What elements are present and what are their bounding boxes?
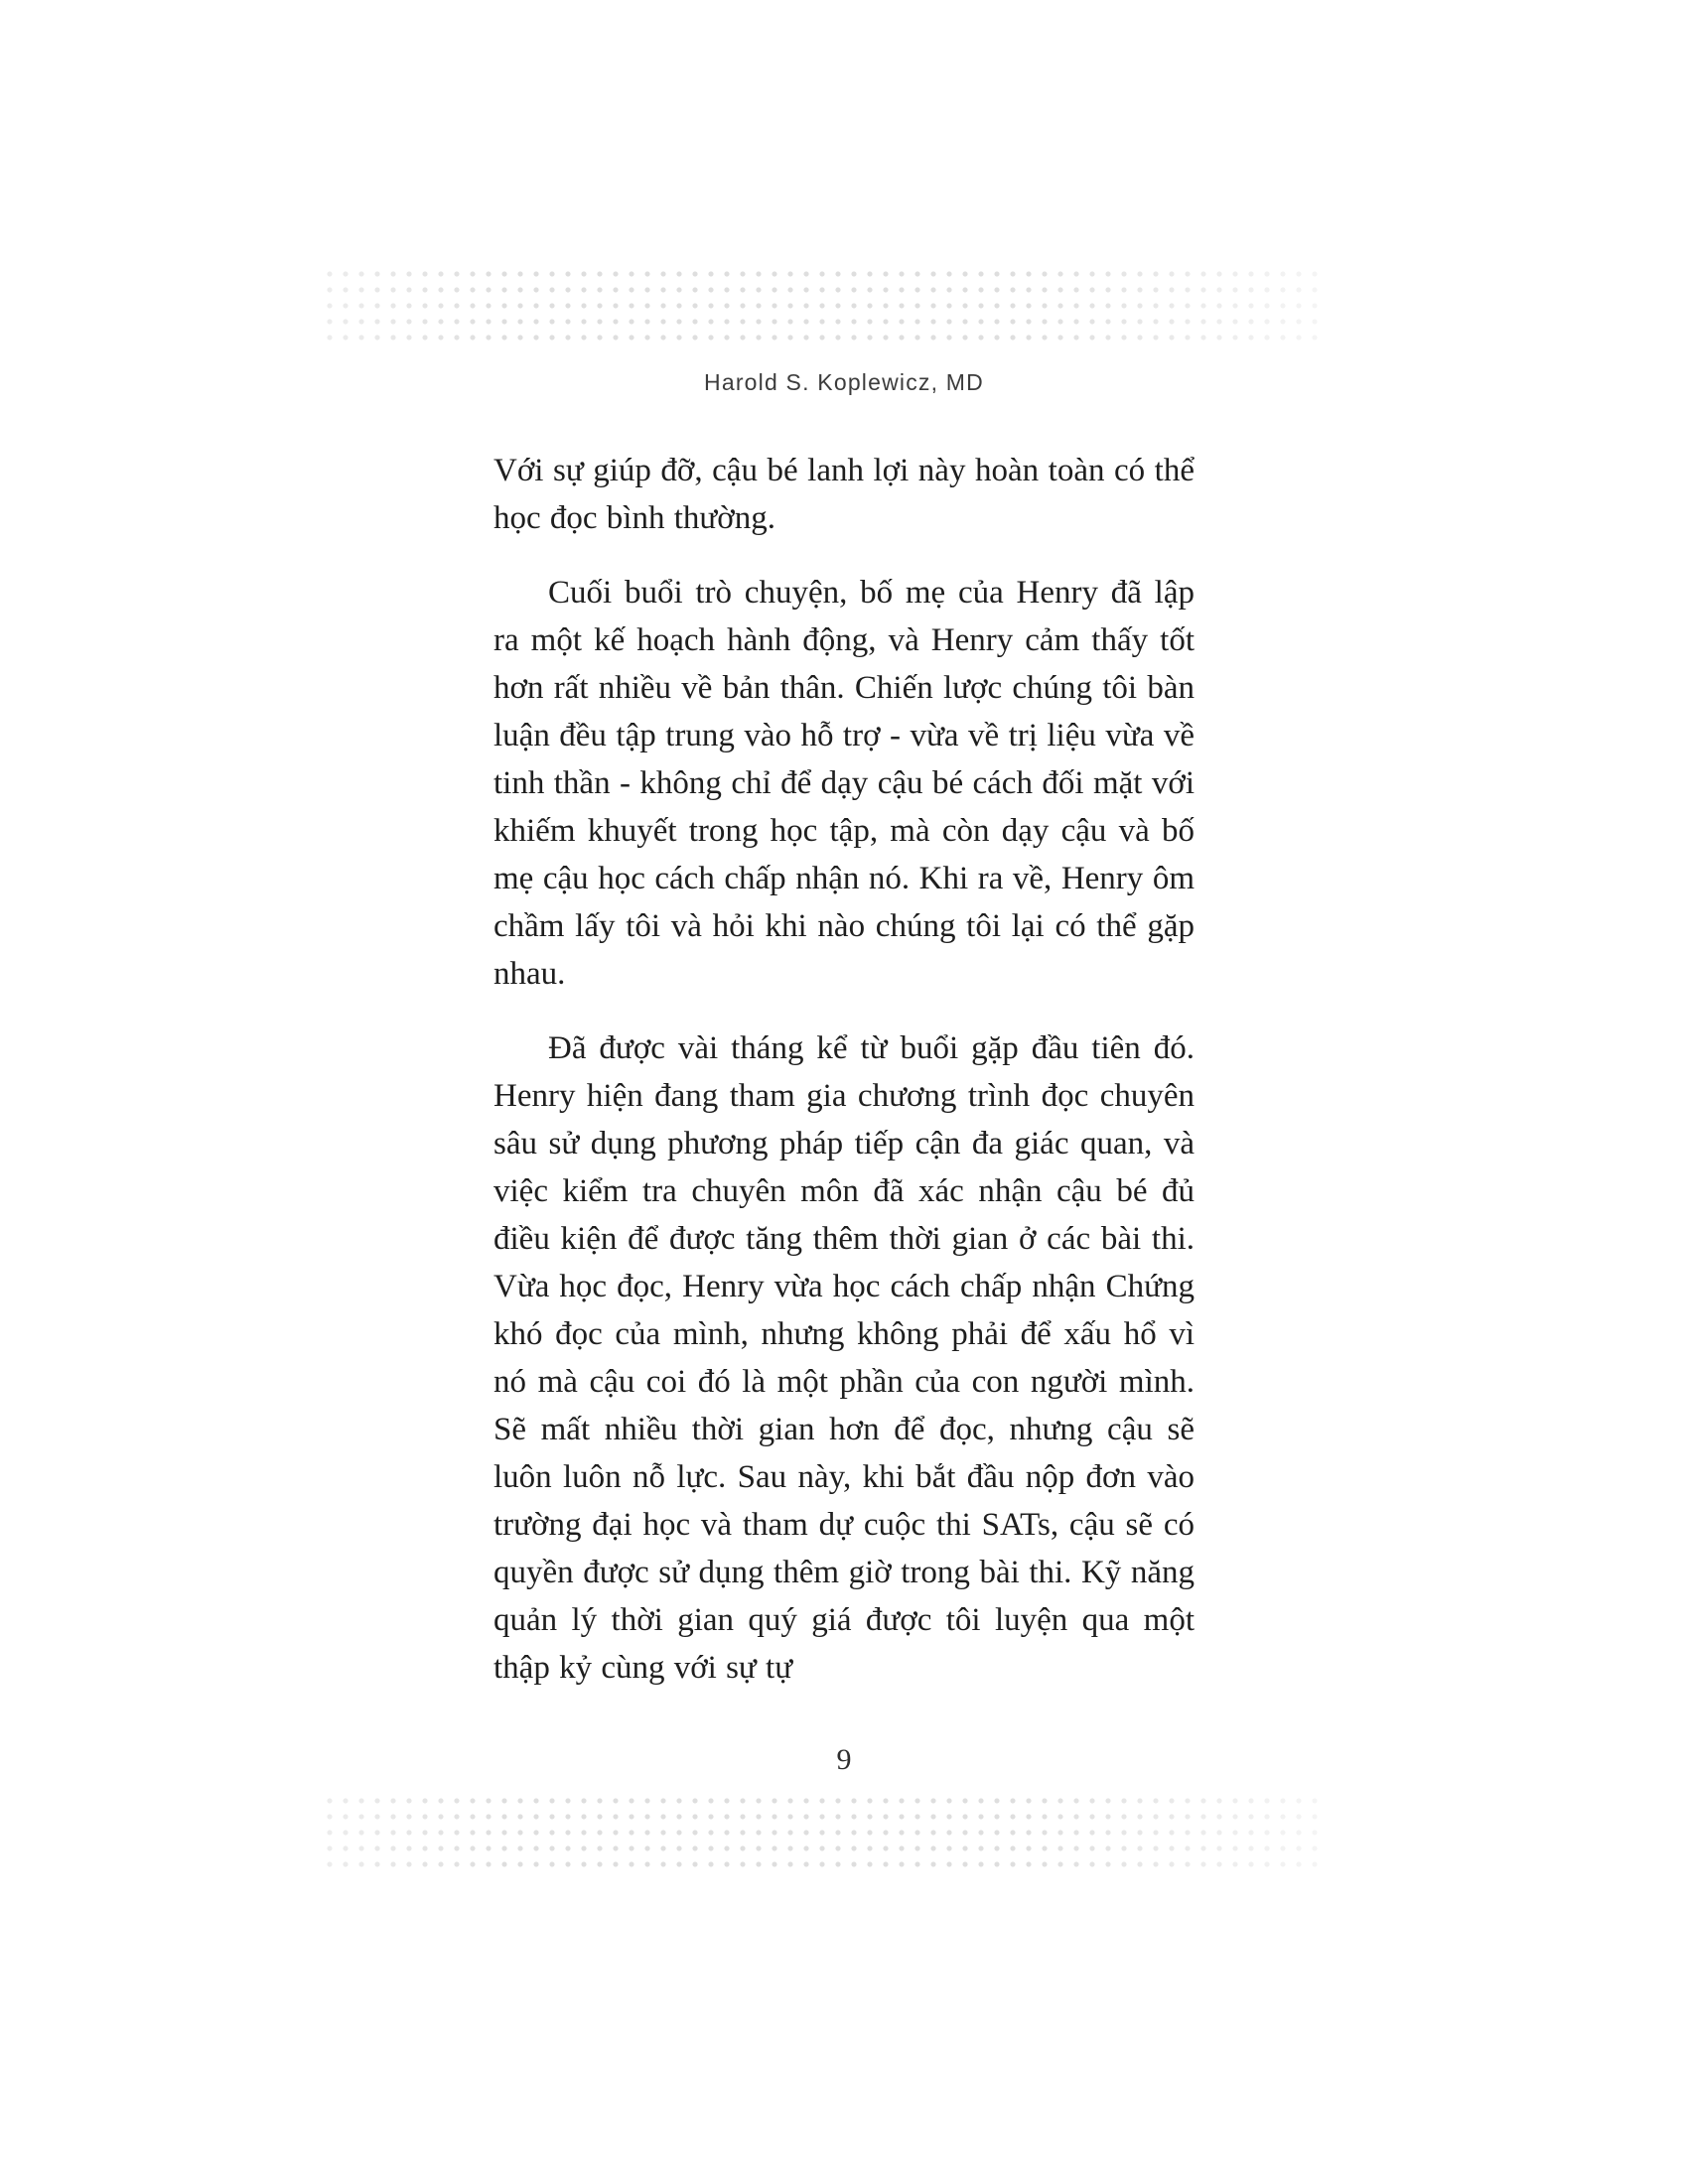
paragraph: Với sự giúp đỡ, cậu bé lanh lợi này hoàn toàn có thể học đọc bình thường. [493,453,1195,536]
paragraph: Cuối buổi trò chuyện, bố mẹ của Henry đã lập ra một kế hoạch hành động, và Henry cảm thấy tốt hơn rất nhiều về bản thân. Chiến lược chúng tôi bàn luận đều tập trung vào hỗ trợ - vừa về trị liệu vừa về tinh thần - không chỉ để dạy cậu bé cách đối mặt với khiếm khuyết trong học tập, mà còn dạy cậu và bố mẹ cậu học cách chấp nhận nó. Khi ra về, Henry ôm chầm lấy tôi và hỏi khi nào chúng tôi lại có thể gặp nhau. [493,575,1195,992]
running-header-author: Harold S. Koplewicz, MD [704,369,984,395]
paragraph: Đã được vài tháng kể từ buổi gặp đầu tiên đó. Henry hiện đang tham gia chương trình đọc chuyên sâu sử dụng phương pháp tiếp cận đa giác quan, và việc kiểm tra chuyên môn đã xác nhận cậu bé đủ điều kiện để được tăng thêm thời gian ở các bài thi. Vừa học đọc, Henry vừa học cách chấp nhận Chứng khó đọc của mình, nhưng không phải để xấu hổ vì nó mà cậu coi đó là một phần của con người mình. Sẽ mất nhiều thời gian hơn để đọc, nhưng cậu sẽ luôn luôn nỗ lực. Sau này, khi bắt đầu nộp đơn vào trường đại học và tham dự cuộc thi SATs, cậu sẽ có quyền được sử dụng thêm giờ trong bài thi. Kỹ năng quản lý thời gian quý giá được tôi luyện qua một thập kỷ cùng với sự tự [493,1030,1195,1686]
bottom-dot-pattern [322,1793,1325,1870]
page-number: 9 [836,1743,852,1776]
body-text [493,447,1195,1718]
top-dot-pattern [322,266,1325,343]
